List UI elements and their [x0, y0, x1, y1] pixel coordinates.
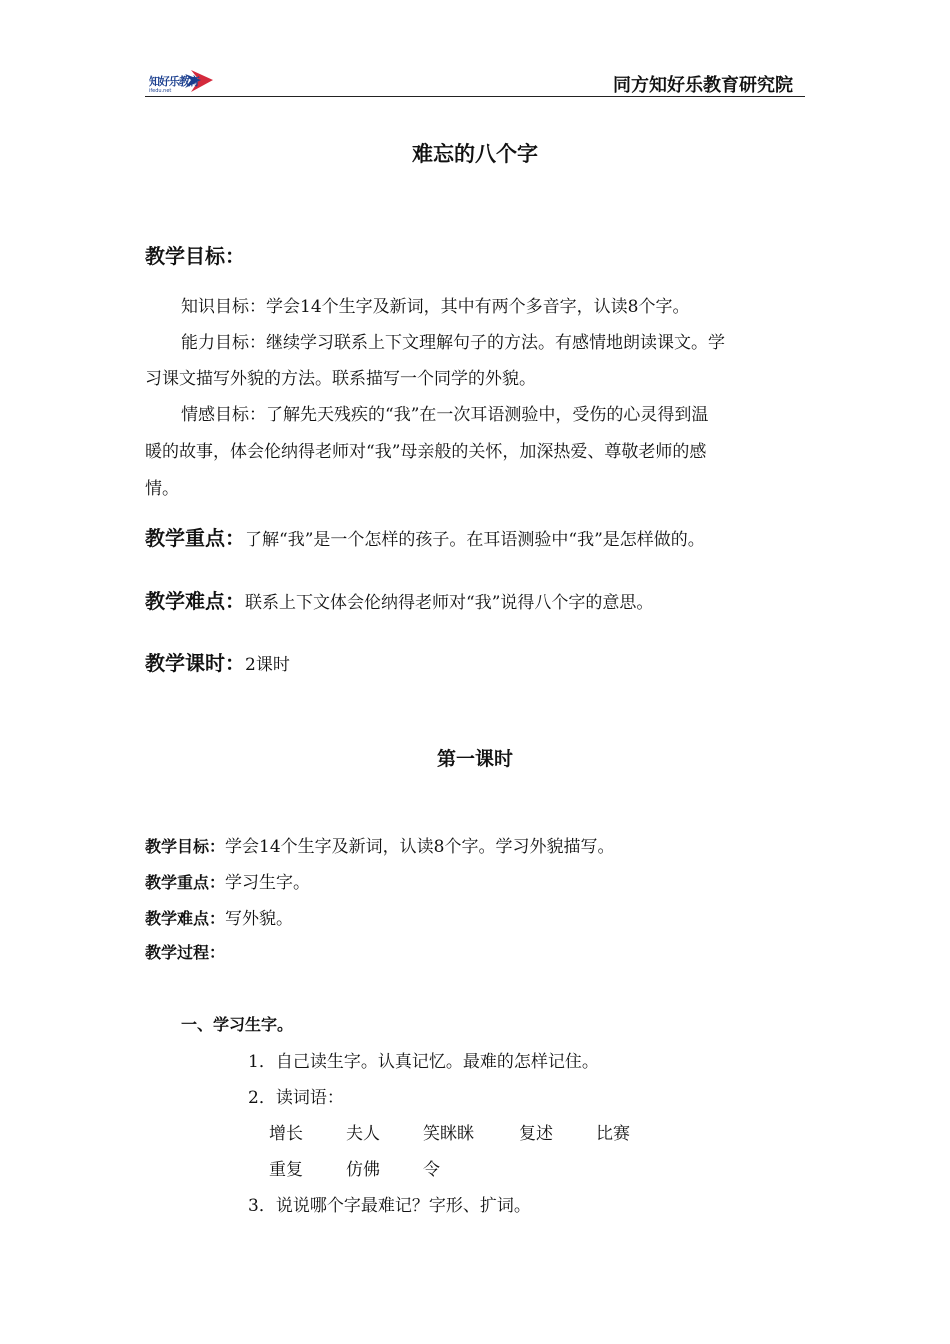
goal-emotion-line2: 暖的故事，体会伦纳得老师对“我”母亲般的关怀，加深热爱、尊敬老师的感	[145, 442, 707, 462]
words-row1	[269, 1119, 630, 1144]
lesson1-goal-label: 教学目标：	[145, 837, 226, 856]
goal-ability-line2: 习课文描写外貌的方法。联系描写一个同学的外貌。	[145, 369, 536, 389]
key-point-text: 了解“我”是一个怎样的孩子。在耳语测验中“我”是怎样做的。	[245, 530, 705, 550]
lesson1-key-text: 学习生字。	[225, 873, 311, 893]
lesson1-title: 第一课时	[436, 748, 513, 770]
goals-heading: 教学目标：	[145, 244, 245, 268]
step1: 1．自己读生字。认真记忆。最难的怎样记住。	[248, 1052, 599, 1072]
lesson1-difficulty	[145, 904, 293, 929]
words-row2	[269, 1155, 440, 1180]
word: 比赛	[596, 1124, 630, 1144]
word: 令	[423, 1160, 440, 1180]
organization-name: 同方知好乐教育研究院	[613, 75, 793, 96]
word: 笑眯眯	[423, 1124, 474, 1144]
lesson1-difficulty-label: 教学难点：	[145, 909, 226, 928]
class-hours-text: 2课时	[245, 655, 290, 675]
goal-knowledge: 知识目标：学会14个生字及新词，其中有两个多音字，认读8个字。	[181, 297, 690, 317]
key-point	[145, 522, 705, 551]
lesson1-process-label: 教学过程：	[145, 943, 226, 962]
class-hours-label: 教学课时：	[145, 651, 245, 675]
word: 增长	[269, 1124, 303, 1144]
logo-text: 知好乐教育	[149, 75, 199, 88]
word: 仿佛	[346, 1160, 380, 1180]
class-hours	[145, 647, 290, 676]
lesson1-key-label: 教学重点：	[145, 873, 226, 892]
difficulty	[145, 585, 653, 614]
word: 重复	[269, 1160, 303, 1180]
section1-heading: 一、学习生字。	[181, 1015, 294, 1034]
step2: 2．读词语：	[248, 1088, 344, 1108]
difficulty-text: 联系上下文体会伦纳得老师对“我”说得八个字的意思。	[245, 593, 654, 613]
document-title: 难忘的八个字	[412, 142, 538, 166]
word: 复述	[519, 1124, 553, 1144]
lesson1-goal-text: 学会14个生字及新词，认读8个字。学习外貌描写。	[225, 837, 615, 857]
word: 夫人	[346, 1124, 380, 1144]
logo-subtext: ifedu.net	[149, 88, 172, 94]
goal-emotion-line1: 情感目标：了解先天残疾的“我”在一次耳语测验中，受伤的心灵得到温	[181, 405, 709, 425]
difficulty-label: 教学难点：	[145, 589, 245, 613]
lesson1-key	[145, 868, 310, 893]
page-header	[145, 58, 805, 97]
step3: 3．说说哪个字最难记？字形、扩词。	[248, 1196, 531, 1216]
logo	[145, 66, 225, 94]
goal-ability-line1: 能力目标：继续学习联系上下文理解句子的方法。有感情地朗读课文。学	[181, 333, 725, 353]
goal-emotion-line3: 情。	[145, 479, 179, 499]
key-point-label: 教学重点：	[145, 526, 245, 550]
lesson1-goal	[145, 832, 614, 857]
lesson1-difficulty-text: 写外貌。	[225, 909, 294, 929]
